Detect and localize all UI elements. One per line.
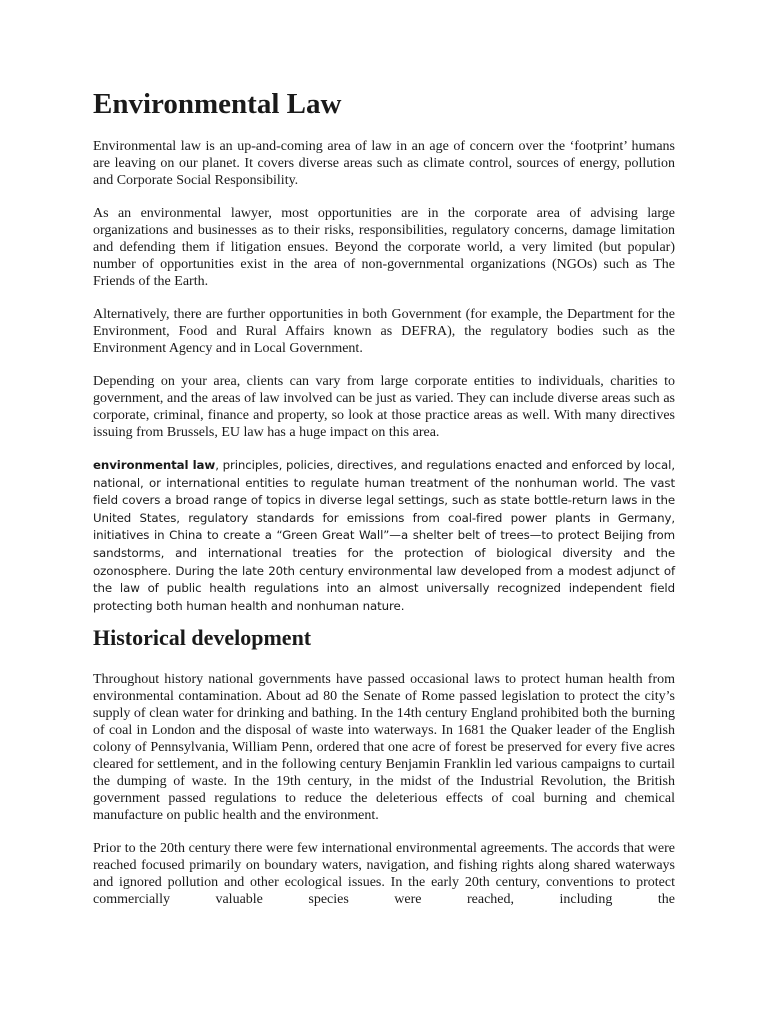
definition-text: , principles, policies, directives, and regulations enacted and enforced by local, national, or international entities to regulate human treatment of the nonhuman world. The vast field covers a broad range of topics in diverse legal settings, such as state bottle-return laws in the United States, regulatory standards for emissions from coal-fired power plants in Germany, initiatives in China to create a “Green Great Wall”—a shelter belt of trees—to protect Beijing from sandstorms, and international treaties for the protection of biological diversity and the ozonosphere. During the late 20th century environmental law developed from a modest adjunct of the law of public health regulations into an almost universally recognized independent field protecting both human health and nonhuman nature. (93, 458, 675, 613)
document-page (93, 86, 675, 924)
section-heading: Historical development (93, 625, 312, 651)
intro-paragraph: As an environmental lawyer, most opportunities are in the corporate area of advising large organizations and businesses as to their risks, responsibilities, regulatory concerns, damage limitation and defending them if litigation ensues. Beyond the corporate world, a very limited (but popular) number of opportunities exist in the area of non-governmental organizations (NGOs) such as The Friends of the Earth. (93, 206, 675, 289)
history-paragraph-last: Prior to the 20th century there were few international environmental agreements. The accords that were reached focused primarily on boundary waters, navigation, and fishing rights along shared waterways and ignored pollution and other ecological issues. In the early 20th century, conventions to protect commercially valuable species were reached, including the (93, 841, 675, 908)
intro-paragraph: Environmental law is an up-and-coming area of law in an age of concern over the ‘footprint’ humans are leaving on our planet. It covers diverse areas such as climate control, sources of energy, pollution and Corporate Social Responsibility. (93, 139, 675, 188)
page-title: Environmental Law (93, 88, 342, 120)
intro-paragraph: Alternatively, there are further opportunities in both Government (for example, the Department for the Environment, Food and Rural Affairs known as DEFRA), the regulatory bodies such as the Environment Agency and in Local Government. (93, 307, 675, 356)
definition-paragraph (93, 457, 675, 615)
intro-paragraph: Depending on your area, clients can vary from large corporate entities to individuals, charities to government, and the areas of law involved can be just as varied. They can include diverse areas such as corporate, criminal, finance and property, so look at those practice areas as well. With many directives issuing from Brussels, EU law has a huge impact on this area. (93, 374, 675, 440)
history-paragraph: Throughout history national governments have passed occasional laws to protect human health from environmental contamination. About ad 80 the Senate of Rome passed legislation to protect the city’s supply of clean water for drinking and bathing. In the 14th century England prohibited both the burning of coal in London and the disposal of waste into waterways. In 1681 the Quaker leader of the English colony of Pennsylvania, William Penn, ordered that one acre of forest be preserved for every five acres cleared for settlement, and in the following century Benjamin Franklin led various campaigns to curtail the dumping of waste. In the 19th century, in the midst of the Industrial Revolution, the British government passed regulations to reduce the deleterious effects of coal burning and chemical manufacture on public health and the environment. (93, 672, 675, 824)
definition-term: environmental law (93, 458, 216, 472)
